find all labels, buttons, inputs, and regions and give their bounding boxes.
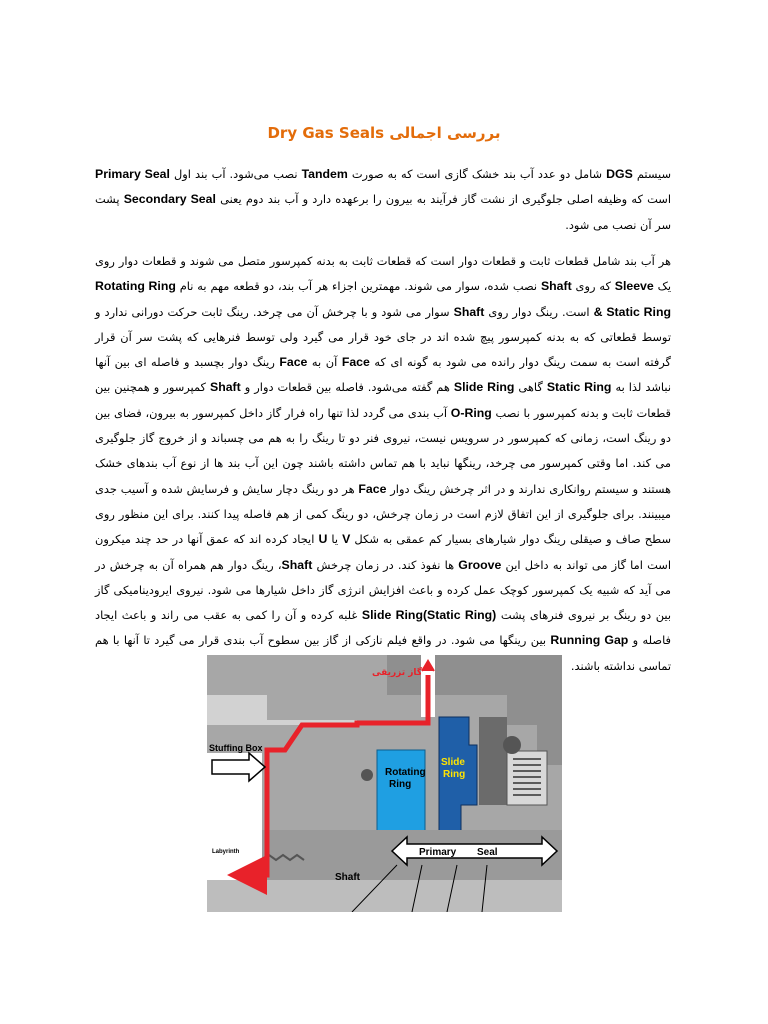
text-run: پشت سر آن نصب می شود. bbox=[95, 192, 671, 232]
text-run: هم گفته می‌شود. فاصله بین قطعات دوار و bbox=[240, 380, 454, 395]
shaft bbox=[207, 880, 562, 912]
text-run: است که وظیفه اصلی جلوگیری از نشت گاز فرآیند به بیرون را برعهده دارد و آب بند دوم یعنی bbox=[215, 192, 671, 207]
rotating-ring-label-line2: Ring bbox=[389, 779, 412, 790]
text-run: هر آب بند شامل قطعات ثابت و قطعات دوار است که قطعات ثابت به بدنه کمپرسور متصل می شوند و قطعات دوار روی یک bbox=[95, 254, 671, 294]
primary-label: Primary bbox=[419, 847, 457, 858]
bold-term: Face bbox=[279, 355, 308, 370]
slide-ring-label-line1: Slide bbox=[441, 757, 465, 768]
text-run: سیستم bbox=[632, 167, 671, 181]
text-run: سوار می شود و با چرخش آن می چرخد. رینگ ثابت حرکت دورانی ندارد و توسط قطعاتی که به بدنه کمپرسور پیچ شده اند در جای خود قرار می گیرد ولی توسط فنرهایی که پشت سر آن قرار گرفته است به سمت رینگ دوار رانده می شود به گونه ای که bbox=[95, 304, 671, 370]
slide-ring-label-line2: Ring bbox=[443, 769, 466, 780]
labyrinth-label: Labyrinth bbox=[212, 849, 240, 855]
bold-term: Face bbox=[358, 481, 387, 496]
bold-term: DGS bbox=[606, 167, 633, 181]
text-run: رینگ دوار بچسبد و فاصله ای بین آنها نباشد لذا به bbox=[95, 355, 671, 395]
text-run: ایجاد کرده اند که عمق آنها در حد چند میکرون است اما گاز می تواند به داخل این bbox=[95, 532, 671, 572]
bold-term: Slide Ring bbox=[453, 380, 515, 395]
bold-term: U bbox=[318, 532, 328, 547]
text-run: ، رینگ دوار هم همراه آن به چرخش در می آید که شبیه یک کمپرسور کوچک عمل کرده و باعث افزایش انرژی گاز داخل شیارها می شود. نیروی ایرودینامیکی گاز بین دو رینگ بر نیروی فنرهای پشت bbox=[95, 557, 671, 623]
bold-term: Shaft bbox=[540, 279, 572, 294]
rotating-ring-label-line1: Rotating bbox=[385, 767, 426, 778]
text-run: نصب می‌شود. آب بند اول bbox=[169, 167, 302, 181]
bold-term: Shaft bbox=[210, 380, 241, 395]
gas-injection-label: گاز تزریقی bbox=[372, 668, 423, 678]
bold-term: Sleeve bbox=[614, 279, 654, 294]
bold-term: Rotating Ring & Static Ring bbox=[95, 279, 671, 319]
shaft-label: Shaft bbox=[335, 872, 360, 883]
text-run: که روی bbox=[571, 279, 615, 294]
bold-term: Static Ring bbox=[546, 380, 612, 395]
bold-term: Face bbox=[341, 355, 370, 370]
retainer bbox=[479, 717, 507, 805]
text-run: نصب شده، سوار می شوند. مهمترین اجزاء هر آب بند، دو قطعه مهم به نام bbox=[175, 279, 541, 294]
text-run: شامل دو عدد آب بند خشک گازی است که به صورت bbox=[347, 167, 607, 181]
o-ring-right bbox=[503, 736, 521, 754]
text-run: بین رینگها می شود. در واقع فیلم نازکی از گاز بین سطوح آب بندی قرار می گیرد تا آنها با هم تماسی نداشته باشند. bbox=[95, 633, 671, 673]
bold-term: Groove bbox=[458, 557, 502, 572]
dry-gas-seal-diagram bbox=[207, 655, 562, 912]
text-run: غلبه کرده و آن را کمی به عقب می راند و باعث ایجاد فاصله و bbox=[95, 608, 671, 648]
text-run: یا bbox=[327, 532, 343, 547]
seal-label: Seal bbox=[477, 847, 498, 858]
text-run: گاهی bbox=[514, 380, 547, 395]
bold-term: Shaft bbox=[453, 304, 485, 319]
bold-term: Secondary Seal bbox=[123, 192, 216, 207]
text-run: آب بندی می گردد لذا تنها راه فرار گاز داخل کمپرسور به بیرون، فضای بین دو رینگ است، زمانی که کمپرسور در سرویس نیست، نیروی فنر دو تا رینگ را به هم می چسباند و از خروج گاز جلوگیری می کند. اما وقتی کمپرسور می چرخد، رینگها نباید با هم تماس داشته باشند چون این آب بند ها از نوع آب بندهای خشک هستند و سیستم روانکاری ندارند و در اثر چرخش رینگ دوار bbox=[95, 405, 671, 496]
bold-term: Running Gap bbox=[550, 633, 629, 648]
bold-term: V bbox=[342, 532, 351, 547]
bold-term: Primary Seal bbox=[95, 167, 170, 181]
spring-icon bbox=[513, 759, 541, 795]
text-run: است. رینگ دوار روی bbox=[484, 304, 594, 319]
bold-term: Slide Ring(Static Ring) bbox=[361, 608, 497, 623]
text-run: کمپرسور و همچنین بین قطعات ثابت و بدنه کمپرسور با نصب bbox=[95, 380, 671, 420]
bold-term: Tandem bbox=[301, 167, 348, 181]
paragraph-2 bbox=[95, 249, 671, 679]
bold-term: Shaft bbox=[281, 557, 313, 572]
stuffing-box-label: Stuffing Box bbox=[209, 743, 263, 753]
paragraph-1 bbox=[95, 162, 671, 238]
text-run: آن به bbox=[307, 355, 342, 370]
document-title: بررسی اجمالی Dry Gas Seals bbox=[267, 124, 501, 142]
text-run: هر دو رینگ دچار سایش و فرسایش شده و آسیب جدی میبینند. برای جلوگیری از این اتفاق لازم است در زمان چرخش، دو رینگ کمی از هم فاصله پیدا کنند. برای این منظور روی سطح صاف و صیقلی رینگ دوار شیارهای بسیار کم عمقی به شکل bbox=[95, 481, 671, 547]
text-run: ها نفوذ کند. در زمان چرخش bbox=[312, 557, 459, 572]
bold-term: O-Ring bbox=[450, 405, 492, 420]
o-ring-left bbox=[361, 769, 373, 781]
